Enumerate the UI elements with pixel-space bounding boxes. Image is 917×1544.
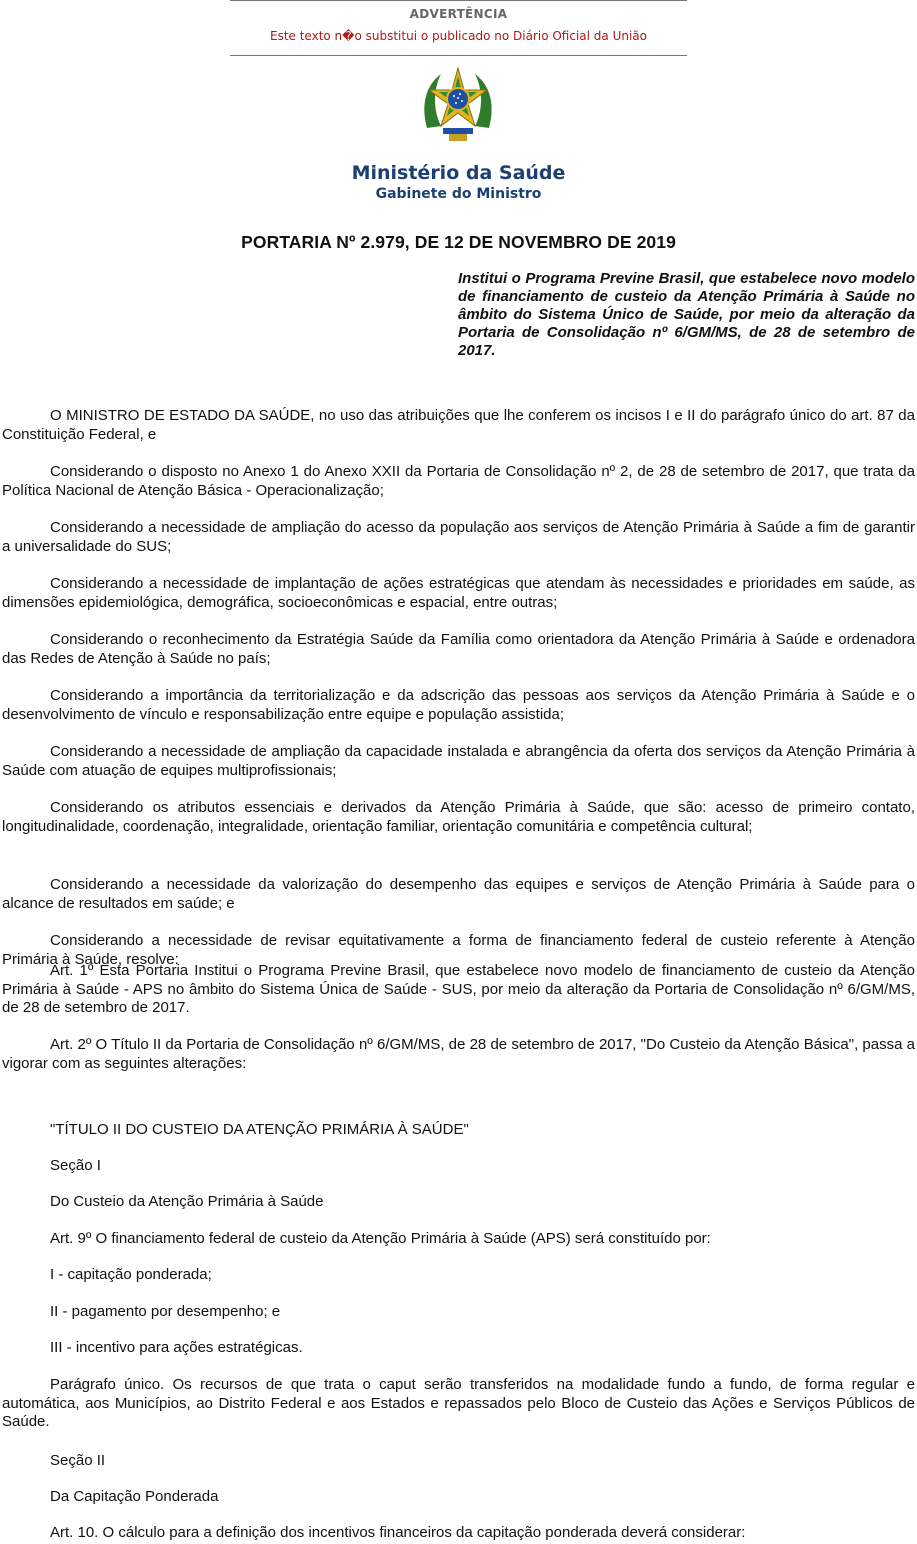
paragraph: Considerando a necessidade de ampliação do acesso da população aos serviços de Atenção Primária à Saúde a fim de garantir a universalidade do SUS; [2,519,915,555]
paragraph: O MINISTRO DE ESTADO DA SAÚDE, no uso das atribuições que lhe conferem os incisos I e II do parágrafo único do art. 87 da Constituição Federal, e [2,407,915,443]
warning-text: Este texto n�o substitui o publicado no Diário Oficial da União [269,29,647,43]
section-subtitle: Da Capitação Ponderada [50,1488,219,1505]
coat-of-arms-icon [419,66,497,146]
sole-paragraph: Parágrafo único. Os recursos de que trata o caput serão transferidos na modalidade fundo a fundo, de forma regular e automática, aos Municípios, ao Distrito Federal e aos Estados e repassados pelo Bloco de Custeio das Ações e Serviços Públicos de Saúde. [2,1376,915,1430]
ministry-name: Ministério da Saúde [351,162,566,184]
paragraph: Considerando o reconhecimento da Estratégia Saúde da Família como orientadora da Atenção Primária à Saúde e ordenadora das Redes de Atenção à Saúde no país; [2,631,915,667]
title-heading: "TÍTULO II DO CUSTEIO DA ATENÇÃO PRIMÁRIA À SAÚDE" [50,1121,469,1138]
article-2: Art. 2º O Título II da Portaria de Consolidação nº 6/GM/MS, de 28 de setembro de 2017, "Do Custeio da Atenção Básica", passa a vigorar com as seguintes alterações: [2,1036,915,1072]
document-title: PORTARIA Nº 2.979, DE 12 DE NOVEMBRO DE 2019 [241,232,676,252]
warning-banner [230,0,687,56]
ministry-header [0,162,917,202]
paragraph: Considerando o disposto no Anexo 1 do Anexo XXII da Portaria de Consolidação nº 2, de 28 de setembro de 2017, que trata da Política Nacional de Atenção Básica - Operacionalização; [2,463,915,499]
paragraph: Considerando a importância da territorialização e da adscrição das pessoas aos serviços da Atenção Primária à Saúde e o desenvolvimento de vínculo e responsabilização entre equipe e população assistida; [2,687,915,723]
warning-title: ADVERTÊNCIA [409,7,508,21]
section-heading: Seção II [50,1452,106,1469]
paragraph: Considerando a necessidade de implantação de ações estratégicas que atendam às necessidades e prioridades em saúde, as dimensões epidemiológica, demográfica, socioeconômicas e espacial, entre outras; [2,575,915,611]
section-subtitle: Do Custeio da Atenção Primária à Saúde [50,1193,324,1210]
paragraph: Considerando os atributos essenciais e derivados da Atenção Primária à Saúde, que são: acesso de primeiro contato, longitudinalidade, coordenação, integralidade, orientação familiar, orientação comunitária e competência cultural; [2,799,915,835]
office-name: Gabinete do Ministro [375,186,542,202]
ementa: Institui o Programa Previne Brasil, que estabelece novo modelo de financiamento de custeio da Atenção Primária à Saúde no âmbito do Sistema Único de Saúde, por meio da alteração da Portaria de Consolidação nº 6/GM/MS, de 28 de setembro de 2017. [458,270,915,359]
paragraph: Considerando a necessidade de revisar equitativamente a forma de financiamento federal de custeio referente à Atenção Primária à Saúde, resolve: [2,932,915,968]
section-heading: Seção I [50,1157,101,1174]
paragraph: Considerando a necessidade da valorização do desempenho das equipes e serviços de Atenção Primária à Saúde para o alcance de resultados em saúde; e [2,876,915,912]
list-item: II - pagamento por desempenho; e [50,1303,281,1320]
article-9: Art. 9º O financiamento federal de custeio da Atenção Primária à Saúde (APS) será constituído por: [50,1230,711,1247]
article-10: Art. 10. O cálculo para a definição dos incentivos financeiros da capitação ponderada deverá considerar: [50,1524,746,1541]
list-item: I - capitação ponderada; [50,1266,212,1283]
paragraph: Considerando a necessidade de ampliação da capacidade instalada e abrangência da oferta dos serviços da Atenção Primária à Saúde com atuação de equipes multiprofissionais; [2,743,915,779]
list-item: III - incentivo para ações estratégicas. [50,1339,303,1356]
article-1: Art. 1º Esta Portaria Institui o Programa Previne Brasil, que estabelece novo modelo de financiamento de custeio da Atenção Primária à Saúde - APS no âmbito do Sistema Única de Saúde - SUS, por meio da alteração da Portaria de Consolidação nº 6/GM/MS, de 28 de setembro de 2017. [2,962,915,1016]
